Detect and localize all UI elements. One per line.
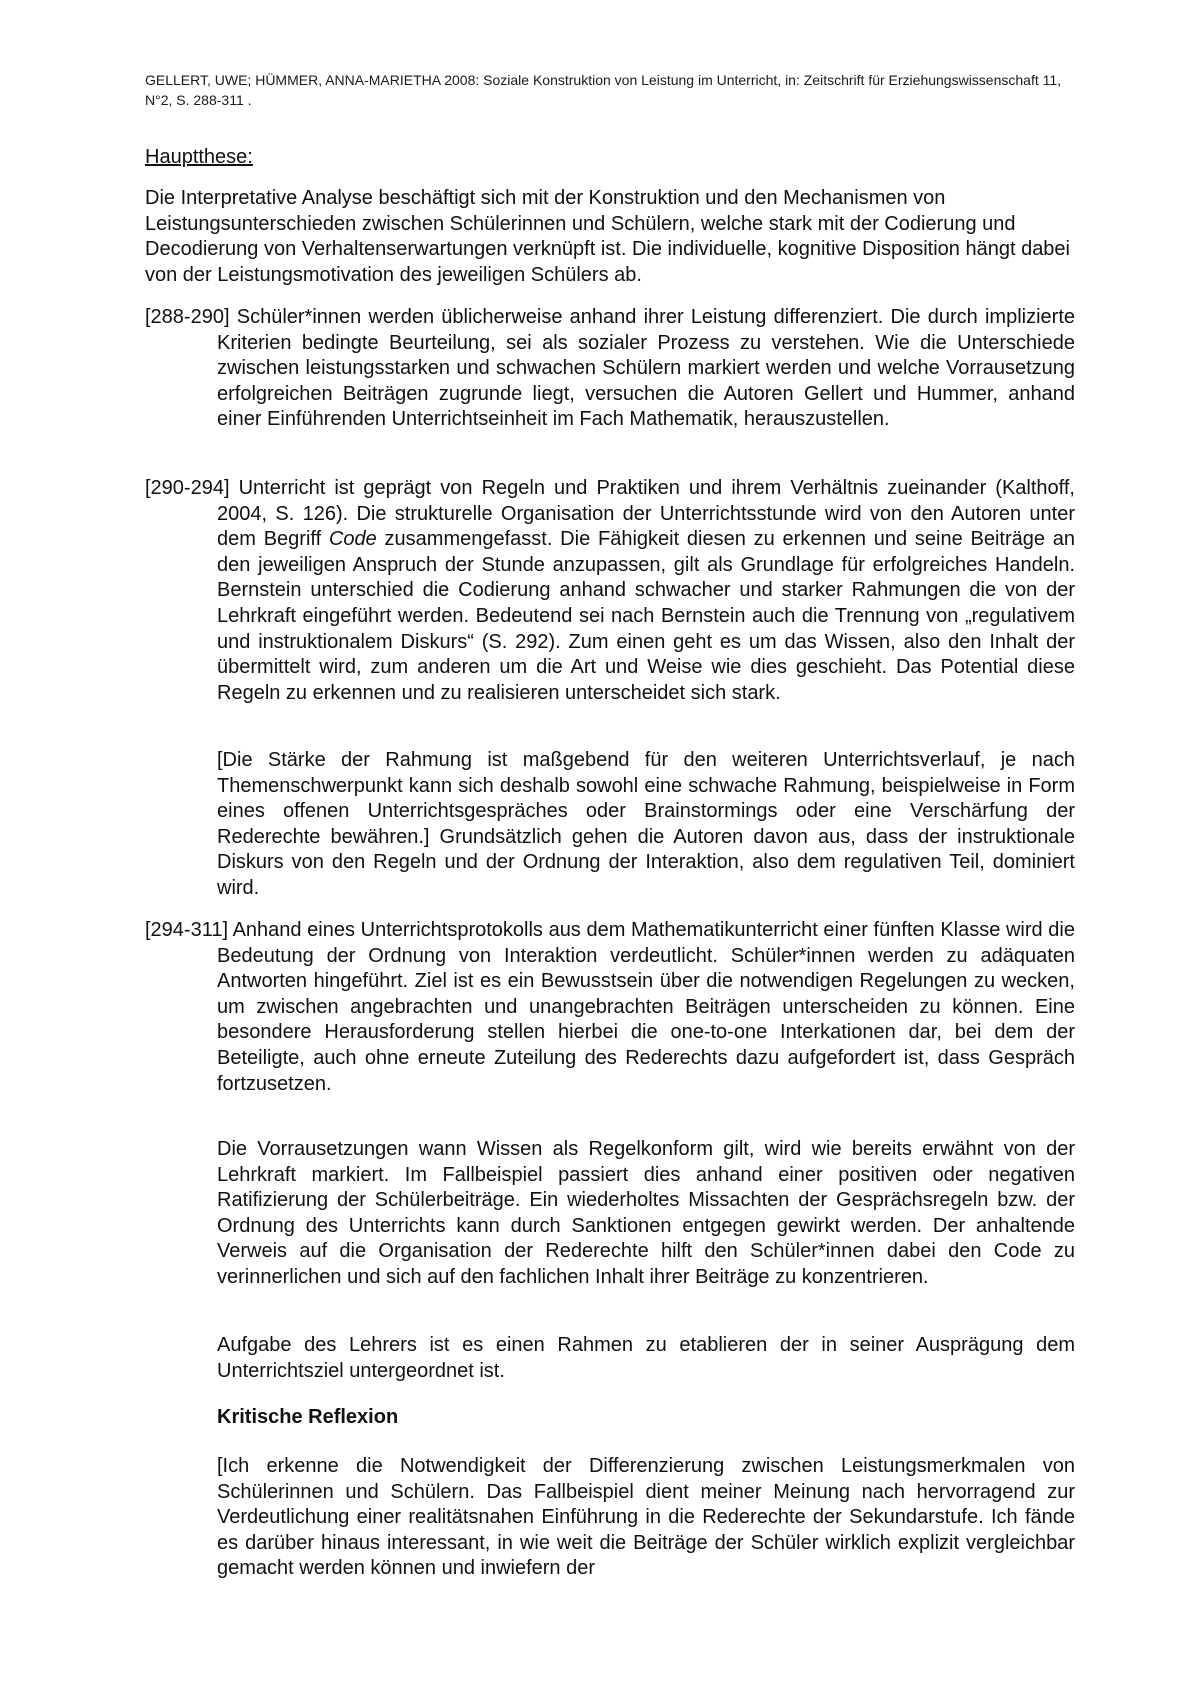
section-294-311 [145, 918, 1075, 1097]
page-range-ref: [288-290] [145, 306, 230, 328]
page-range-ref: [290-294] [145, 477, 230, 499]
critical-reflection-text: [Ich erkenne die Notwendigkeit der Differenzierung zwischen Leistungsmerkmalen von Schülerinnen und Schülern. Das Fallbeispiel dient meiner Meinung nach hervorragend zur Verdeutlichung einer realitätsnahen Einführung in die Rederechte der Sekundarstufe. Ich fände es darüber hinaus interessant, in wie weit die Beiträge der Schüler wirklich explizit vergleichbar gemacht werden können und inwiefern der [217, 1455, 1075, 1580]
section-text-before-code: Unterricht ist geprägt von Regeln und Praktiken und ihrem Verhältnis zueinander (Kalthoff, 2004, S. 126). Die strukturelle Organisation der Unterrichtsstunde wird von den Autoren unter dem Begriff [217, 477, 1075, 551]
section-text-after-code: zusammengefasst. Die Fähigkeit diesen zu erkennen und seine Beiträge an den jeweiligen Anspruch der Stunde anzupassen, gilt als Grundlage für erfolgreiches Handeln. Bernstein unterschied die Codierung anhand schwacher und starker Rahmungen die von der Lehrkraft eingeführt werden. Bedeutend sei nach Bernstein auch die Trennung von „regulativem und instruktionalem Diskurs“ (S. 292). Zum einen geht es um das Wissen, also den Inhalt der übermittelt wird, zum anderen um die Art und Weise wie dies geschieht. Das Potential diese Regeln zu erkennen und zu realisieren unterscheidet sich stark. [217, 528, 1076, 704]
critical-reflection-heading: Kritische Reflexion [217, 1406, 399, 1428]
section-text: Schüler*innen werden üblicherweise anhand ihrer Leistung differenziert. Die durch implizierte Kriterien bedingte Beurteilung, sei als sozialer Prozess zu verstehen. Wie die Unterschiede zwischen leistungsstarken und schwachen Schülern markiert werden und welche Vorrausetzung erfolgreichen Beiträgen zugrunde liegt, versuchen die Autoren Gellert und Hummer, anhand einer Einführenden Unterrichtseinheit im Fach Mathematik, herauszustellen. [217, 306, 1076, 431]
section-290-294 [145, 476, 1075, 706]
thesis-intro-paragraph: Die Interpretative Analyse beschäftigt sich mit der Konstruktion und den Mechanismen von Leistungsunterschieden zwischen Schülerinnen und Schülern, welche stark mit der Codierung und Decodierung von Verhaltenserwartungen verknüpft ist. Die individuelle, kognitive Disposition hängt dabei von der Leistungsmotivation des jeweiligen Schülers ab. [145, 187, 1070, 286]
section-290-294-paragraph-2: [Die Stärke der Rahmung ist maßgebend für den weiteren Unterrichtsverlauf, je nach Themenschwerpunkt kann sich deshalb sowohl eine schwache Rahmung, beispielweise in Form eines offenen Unterrichtsgespräches oder Brainstormings oder eine Verschärfung der Rederechte bewähren.] Grundsätzlich gehen die Autoren davon aus, dass der instruktionale Diskurs von den Regeln und der Ordnung der Interaktion, also dem regulativen Teil, dominiert wird. [217, 749, 1075, 899]
section-text: Anhand eines Unterrichtsprotokolls aus dem Mathematikunterricht einer fünften Klasse wird die Bedeutung der Ordnung von Interaktion verdeutlicht. Schüler*innen werden zu adäquaten Antworten hingeführt. Ziel ist es ein Bewusstsein über die notwendigen Regelungen zu wecken, um zwischen angebrachten und unangebrachten Beiträgen unterscheiden zu können. Eine besondere Herausforderung stellen hierbei die one-to-one Interkationen dar, bei dem der Beteiligte, auch ohne erneute Zuteilung des Rederechts dazu aufgefordert ist, dass Gespräch fortzusetzen. [217, 919, 1075, 1095]
code-term: Code [328, 528, 377, 551]
section-294-311-paragraph-2: Die Vorrausetzungen wann Wissen als Regelkonform gilt, wird wie bereits erwähnt von der Lehrkraft markiert. Im Fallbeispiel passiert dies anhand einer positiven oder negativen Ratifizierung der Schülerbeiträge. Ein wiederholtes Missachten der Gesprächsregeln bzw. der Ordnung des Unterrichts kann durch Sanktionen entgegen gewirkt werden. Der anhaltende Verweis auf die Organisation der Rederechte hilft den Schüler*innen dabei den Code zu verinnerlichen und sich auf den fachlichen Inhalt ihrer Beiträge zu konzentrieren. [217, 1138, 1075, 1288]
section-294-311-paragraph-3: Aufgabe des Lehrers ist es einen Rahmen zu etablieren der in seiner Ausprägung dem Unterrichtsziel untergeordnet ist. [217, 1334, 1075, 1382]
section-288-290 [145, 305, 1075, 433]
main-thesis-heading: Hauptthese: [145, 146, 253, 168]
citation-header: GELLERT, UWE; HÜMMER, ANNA-MARIETHA 2008: Soziale Konstruktion von Leistung im Unterricht, in: Zeitschrift für Erziehungswissenschaft 11, N°2, S. 288-311 . [145, 72, 1062, 108]
page-range-ref: [294-311] [145, 919, 229, 941]
